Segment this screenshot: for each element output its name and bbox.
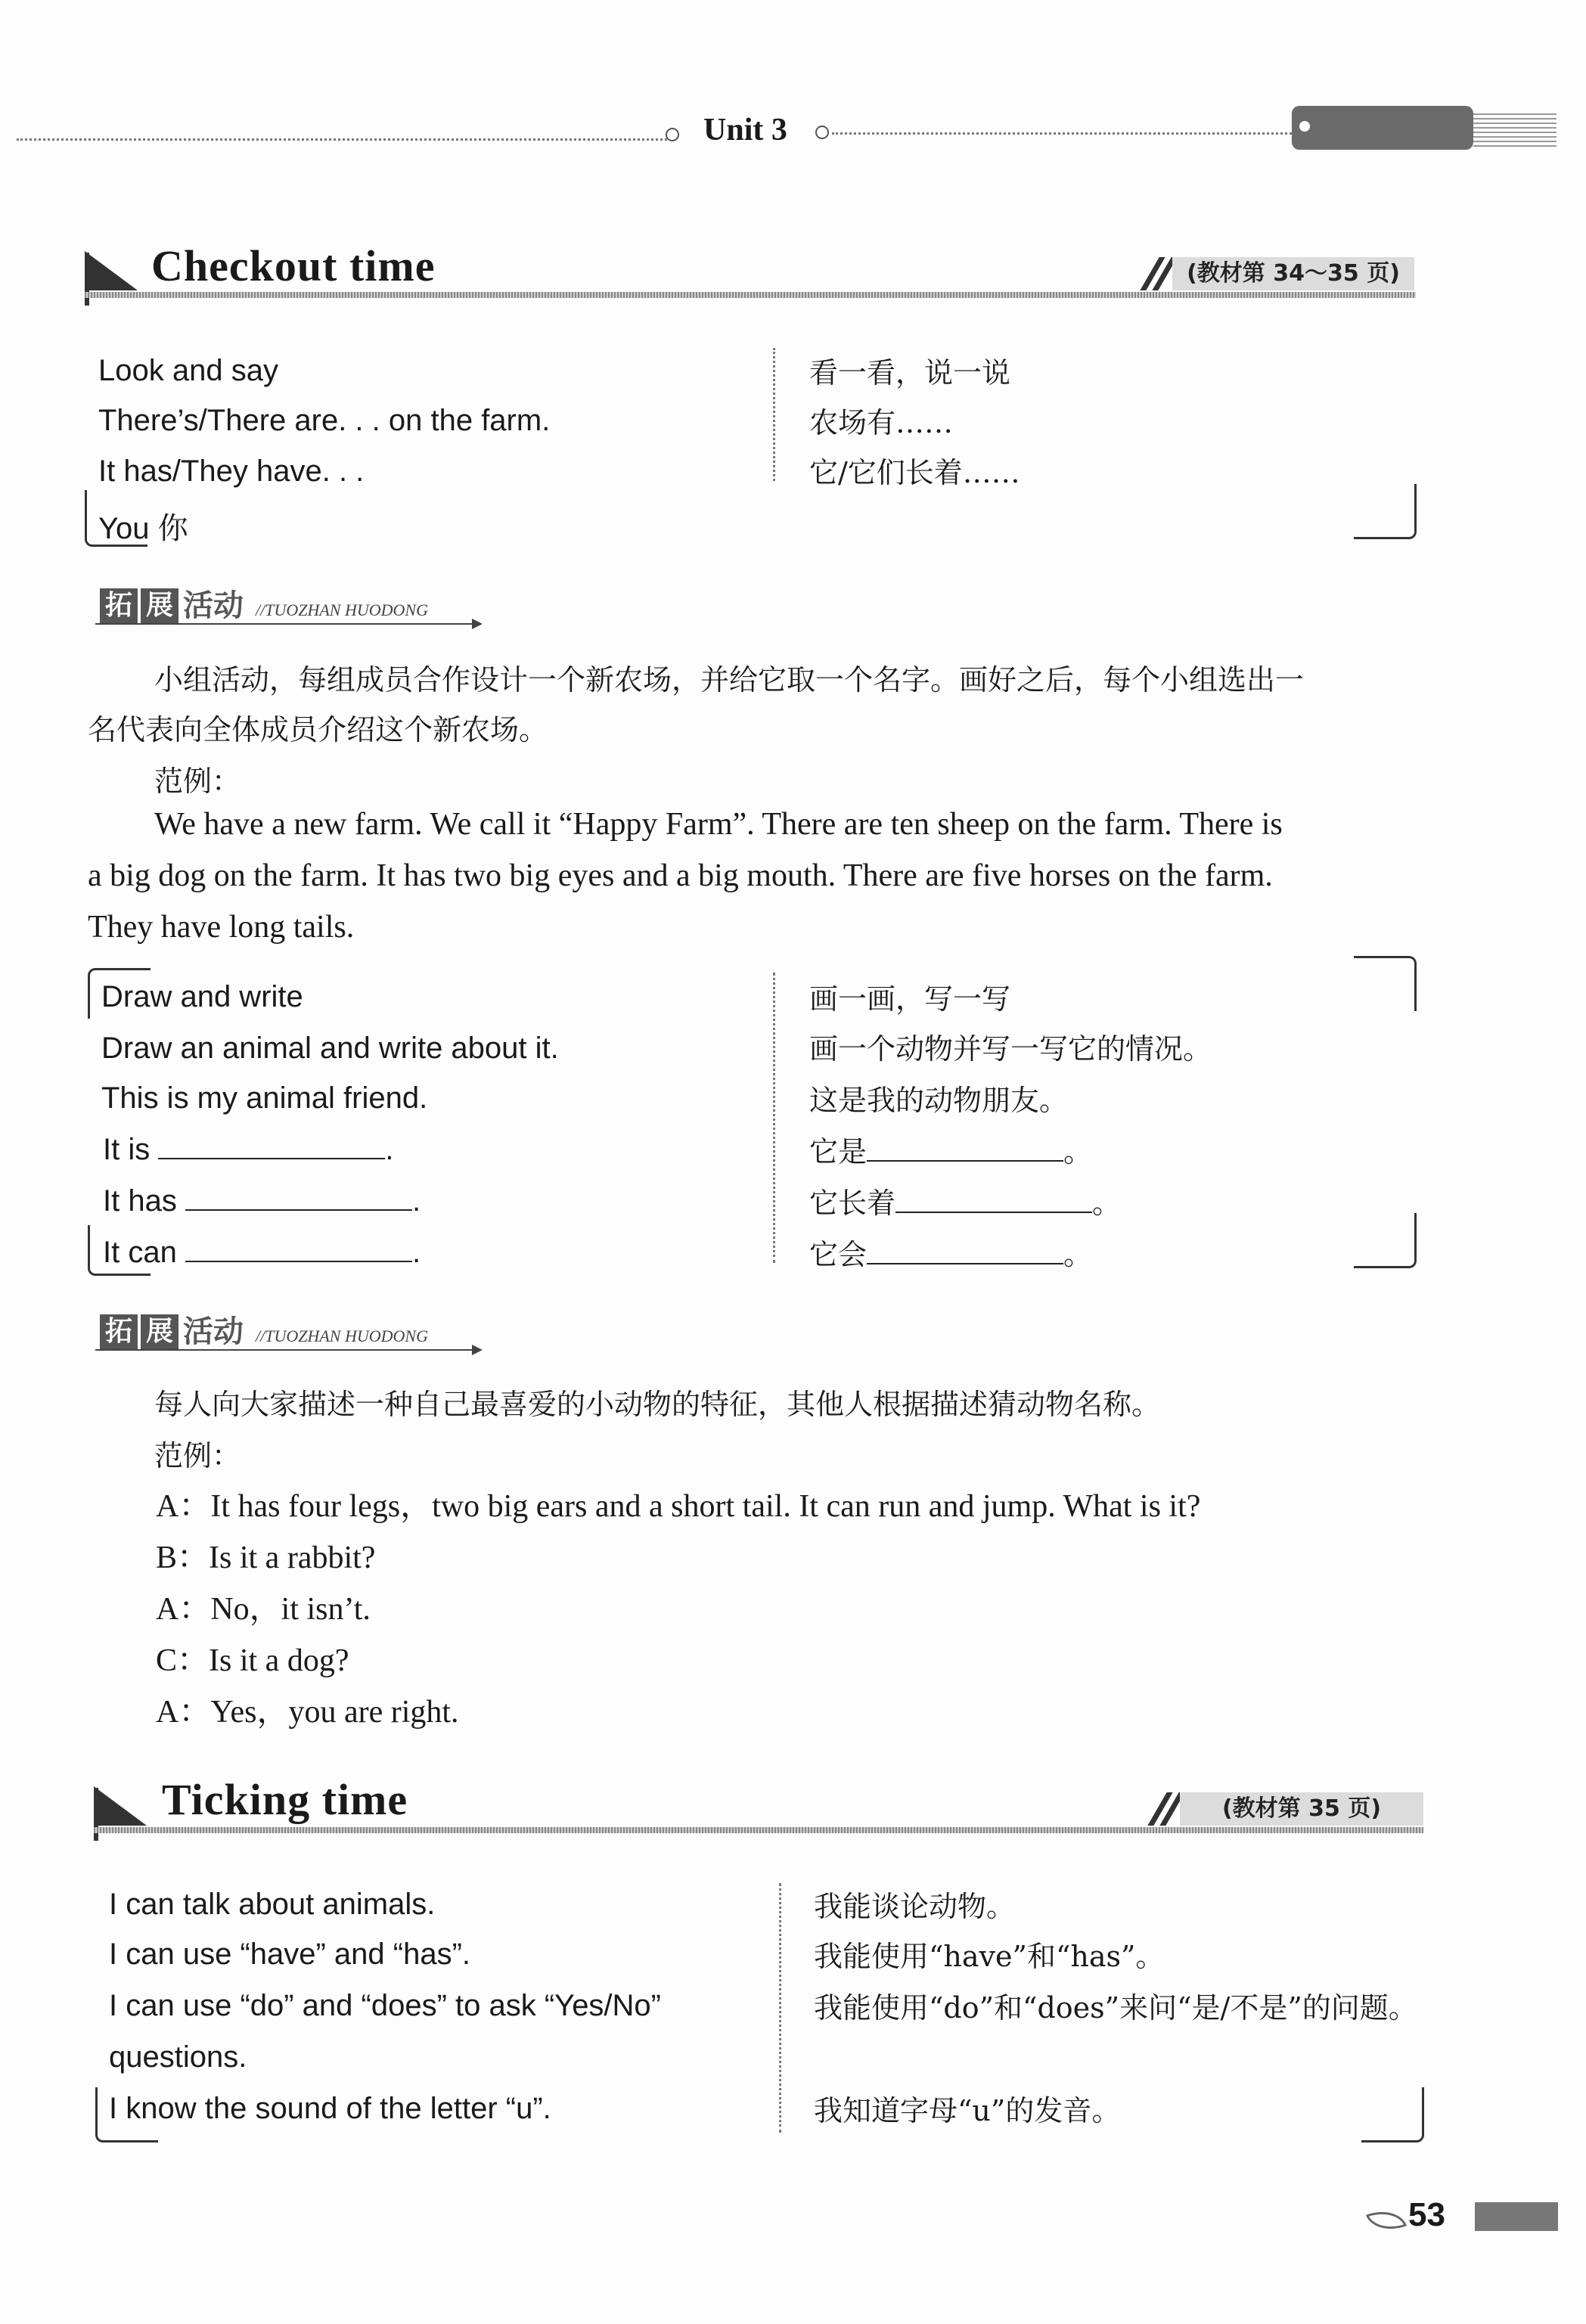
extension-activity-badge-1 bbox=[95, 584, 489, 629]
badge-char-1: 拓 bbox=[100, 588, 138, 623]
ticking-zh-4: 我知道字母“u”的发音。 bbox=[814, 2094, 1121, 2127]
bracket-ticking-right bbox=[1361, 2087, 1424, 2142]
section-title-ticking: Ticking time bbox=[162, 1775, 408, 1824]
it-is-blank[interactable] bbox=[158, 1135, 385, 1159]
bracket-look-say-left bbox=[85, 490, 147, 547]
unit-title: Unit 3 bbox=[703, 113, 787, 147]
section-title-checkout: Checkout time bbox=[151, 241, 436, 290]
it-is-period: . bbox=[385, 1133, 394, 1166]
header-circle-right bbox=[815, 126, 829, 139]
bracket-draw-bottom-right bbox=[1354, 1213, 1417, 1268]
draw-write-zh-it-has bbox=[809, 1180, 1121, 1221]
column-divider-3 bbox=[779, 1883, 781, 2133]
it-can-label: It can bbox=[103, 1236, 177, 1269]
ticking-item-4: I know the sound of the letter “u”. bbox=[109, 2092, 551, 2125]
badge-subtitle: //TUOZHAN HUODONG bbox=[256, 1326, 428, 1345]
look-say-line-3: It has/They have. . . bbox=[98, 455, 365, 488]
look-say-zh-1: 看一看，说一说 bbox=[809, 356, 1011, 389]
draw-write-zh-3: 这是我的动物朋友。 bbox=[809, 1084, 1069, 1117]
dialog-line-4: C：Is it a dog? bbox=[156, 1643, 349, 1678]
ext2-intro: 每人向大家描述一种自己最喜爱的小动物的特征，其他人根据描述猜动物名称。 bbox=[154, 1388, 1161, 1421]
section-ref-checkout: (教材第 34～35 页) bbox=[1172, 257, 1414, 290]
zh-it-can-label: 它会 bbox=[809, 1238, 867, 1271]
ticking-item-3: I can use “do” and “does” to ask “Yes/No” bbox=[109, 1989, 661, 2022]
section-rule-checkout bbox=[85, 292, 1416, 298]
ext1-example-1: We have a new farm. We call it “Happy Farm”. There are ten sheep on the farm. There is bbox=[154, 807, 1283, 842]
arrow-icon bbox=[472, 1345, 483, 1355]
draw-write-it-has bbox=[103, 1184, 421, 1218]
draw-write-line-1: Draw and write bbox=[101, 980, 303, 1013]
column-divider-1 bbox=[773, 348, 775, 481]
header-tab-stripes bbox=[1473, 110, 1557, 147]
look-say-zh-2: 农场有…… bbox=[809, 406, 954, 439]
page-number: 53 bbox=[1408, 2196, 1445, 2233]
ticking-item-2: I can use “have” and “has”. bbox=[109, 1938, 471, 1971]
ticking-item-3-cont: questions. bbox=[109, 2040, 247, 2074]
section-rule-ticking bbox=[94, 1827, 1423, 1833]
it-has-label: It has bbox=[103, 1184, 177, 1218]
zh-it-is-period: 。 bbox=[1063, 1135, 1093, 1168]
dialog-line-1: A：It has four legs，two big ears and a short tail. It can run and jump. What is it? bbox=[156, 1489, 1201, 1524]
draw-write-it-can bbox=[103, 1236, 421, 1270]
badge-rest: 活动 bbox=[183, 1314, 244, 1349]
badge-underline bbox=[95, 623, 473, 625]
arrow-icon bbox=[472, 619, 483, 629]
extension-activity-badge-2 bbox=[95, 1310, 489, 1355]
draw-write-zh-it-can bbox=[809, 1231, 1092, 1273]
page-number-bar bbox=[1475, 2202, 1558, 2231]
header-rule-left bbox=[17, 138, 667, 141]
badge-char-2: 展 bbox=[141, 1314, 178, 1349]
it-can-period: . bbox=[411, 1236, 421, 1269]
bracket-ticking-left bbox=[95, 2087, 158, 2142]
it-has-period: . bbox=[411, 1184, 421, 1218]
draw-write-zh-it-is bbox=[809, 1128, 1092, 1170]
header-rule-right bbox=[832, 132, 1301, 135]
section-marker-icon bbox=[85, 251, 138, 290]
zh-it-has-period: 。 bbox=[1092, 1187, 1122, 1220]
it-has-blank[interactable] bbox=[185, 1187, 412, 1211]
ticking-zh-3: 我能使用“do”和“does”来问“是/不是”的问题。 bbox=[814, 1991, 1417, 2025]
badge-char-1: 拓 bbox=[100, 1314, 138, 1349]
zh-it-can-blank[interactable] bbox=[867, 1240, 1063, 1264]
ext1-example-label: 范例： bbox=[154, 765, 241, 798]
ext1-example-3: They have long tails. bbox=[88, 910, 355, 945]
bracket-look-say-right bbox=[1354, 484, 1417, 539]
look-say-line-2: There’s/There are. . . on the farm. bbox=[98, 404, 551, 437]
header-tab bbox=[1292, 106, 1473, 150]
ext1-intro-2: 名代表向全体成员介绍这个新农场。 bbox=[88, 713, 548, 746]
bracket-draw-top-right bbox=[1354, 956, 1417, 1011]
ext1-intro-1: 小组活动，每组成员合作设计一个新农场，并给它取一个名字。画好之后，每个小组选出一 bbox=[154, 663, 1305, 697]
column-divider-2 bbox=[773, 973, 775, 1263]
it-can-blank[interactable] bbox=[185, 1238, 412, 1262]
zh-it-is-label: 它是 bbox=[809, 1135, 867, 1168]
badge-rest: 活动 bbox=[183, 588, 244, 623]
it-is-label: It is bbox=[103, 1133, 151, 1166]
draw-write-zh-1: 画一画，写一写 bbox=[809, 982, 1011, 1016]
section-ref-ticking: (教材第 35 页) bbox=[1180, 1792, 1423, 1826]
zh-it-has-blank[interactable] bbox=[895, 1189, 1092, 1213]
dialog-line-2: B：Is it a rabbit? bbox=[156, 1541, 376, 1575]
look-say-zh-3: 它/它们长着…… bbox=[809, 456, 1020, 489]
badge-underline bbox=[95, 1349, 473, 1351]
look-say-line-1: Look and say bbox=[98, 354, 278, 387]
ticking-zh-2: 我能使用“have”和“has”。 bbox=[814, 1940, 1165, 1973]
draw-write-line-2: Draw an animal and write about it. bbox=[101, 1032, 559, 1065]
draw-write-it-is bbox=[103, 1133, 393, 1167]
zh-it-is-blank[interactable] bbox=[867, 1137, 1063, 1162]
look-say-line-4: You 你 bbox=[98, 512, 188, 545]
ext1-example-2: a big dog on the farm. It has two big eyes and a big mouth. There are five horses on the farm. bbox=[88, 858, 1273, 893]
header-circle-left bbox=[666, 128, 679, 141]
bracket-draw-bottom-left bbox=[88, 1225, 151, 1276]
draw-write-line-3: This is my animal friend. bbox=[101, 1081, 428, 1115]
draw-write-zh-2: 画一个动物并写一写它的情况。 bbox=[809, 1032, 1212, 1066]
dialog-line-5: A：Yes，you are right. bbox=[156, 1695, 459, 1730]
ext2-example-label: 范例： bbox=[154, 1439, 241, 1472]
dialog-line-3: A：No，it isn’t. bbox=[156, 1592, 371, 1627]
badge-char-2: 展 bbox=[141, 588, 178, 623]
badge-subtitle: //TUOZHAN HUODONG bbox=[256, 600, 428, 619]
section-marker-icon bbox=[94, 1786, 147, 1826]
zh-it-has-label: 它长着 bbox=[809, 1187, 896, 1220]
ticking-zh-1: 我能谈论动物。 bbox=[814, 1890, 1016, 1923]
ticking-item-1: I can talk about animals. bbox=[109, 1888, 436, 1921]
leaf-icon bbox=[1366, 2203, 1407, 2238]
zh-it-can-period: 。 bbox=[1063, 1238, 1093, 1271]
header-tab-dot bbox=[1299, 121, 1310, 132]
